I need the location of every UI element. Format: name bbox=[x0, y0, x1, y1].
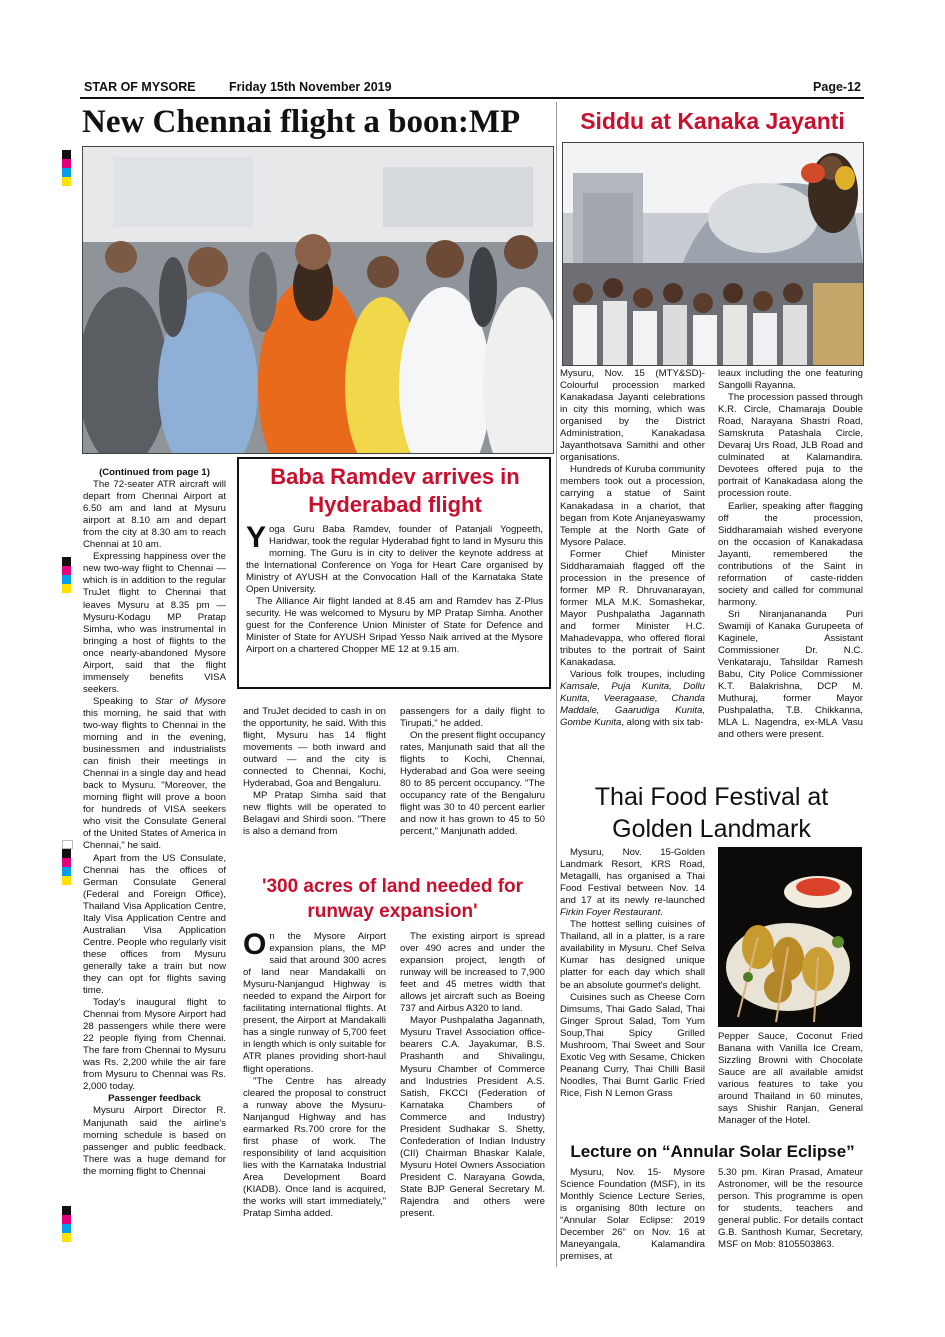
thai-headline: Thai Food Festival at Golden Landmark bbox=[594, 783, 829, 843]
ramdev-paragraph-2: The Alliance Air flight landed at 8.45 am and Ramdev has Z-Plus security. He was welcomed to Mysuru by MP Pratap Simha. Another guest for the Conference Union Minister of State for Defence and Minister of State for AYUSH Sripad Yesso Naik arrived at the Mysore Airport on a chartered Chopper ME 12 at 9.15 am. bbox=[246, 596, 543, 656]
lecture-column-1 bbox=[560, 1167, 705, 1263]
main-paragraph-3 bbox=[83, 696, 226, 853]
lecture-paragraph-2: 5.30 pm. Kiran Prasad, Amateur Astronomer, will be the resource person. This programme is open for students, teachers and general public. For details contact G.B. Santhosh Kumar, Secretary, MSF on Mob: 8105503863. bbox=[718, 1167, 863, 1251]
runway-paragraph-4: Mayor Pushpalatha Jagannath, Mysuru Travel Association office-bearers C.A. Jayakumar, B.S. Prashanth and Shivalingu, Mysuru Chamber of Commerce and Industries President A.S. Satish, FKCCI (Federation of Karnataka Chambers of Commerce and Industry) President Sudhakar S. Shetty, Confederation of Indian Industry (CII) Chairman Bhaskar Kalale, Mysuru Hotel Owners Association President C. Narayana Gowda, State BJP General Secretary M. Rajendra and others were present. bbox=[400, 1015, 545, 1220]
ramdev-paragraph-1: oga Guru Baba Ramdev, founder of Patanjali Yogpeeth, Haridwar, took the regular Hyderabad fight to land in Mysuru this morning. The Guru is in city to deliver the keynote address at the International Conference on Yoga for Heart Care organised by Ministry of AYUSH at the Convocation Hall of the Karnataka State Open University. bbox=[246, 524, 543, 596]
siddu-paragraph-4b: , along with six tab- bbox=[621, 717, 704, 729]
column-divider bbox=[556, 102, 557, 1267]
airport-arrival-photo bbox=[82, 146, 554, 454]
lecture-paragraph-1: Mysuru, Nov. 15- Mysore Science Foundation (MSF), in its Monthly Science Lecture Series, is organising 80th lecture on “Annular Solar Eclipse: 2019 December 26” on Nov. 16 at Maneyangala, Kalamandira premises, at bbox=[560, 1167, 705, 1263]
main-column-3-paragraph-2: On the present flight occupancy rates, Manjunath said that all the flights to Kochi, Chennai, Hyderabad and Goa were seeing 80 to 85 percent occupancy. "The occupancy rate of the Bengaluru flight was 30 to 40 percent earlier and now it has grown to 45 to 50 percent," Manjunath added. bbox=[400, 730, 545, 838]
siddu-paragraph-7: Sri Niranjanananda Puri Swamiji of Kanaka Gurupeeta of Kaginele, Assistant Commissioner Dr. N.C. Venkataraju, Tahsildar Ramesh Babu, City Police Commissioner K.T. Balakrishna, DCP M. Muthuraj, former Mayor Pushpalatha, T.B. Chikkanna, MLA L. Nagendra, ex-MLA Vasu and others were present. bbox=[718, 608, 863, 741]
runway-column-1 bbox=[243, 928, 386, 1220]
color-registration-mid bbox=[62, 557, 71, 593]
thai-food-photo bbox=[718, 847, 862, 1027]
color-registration-top bbox=[62, 150, 71, 186]
runway-drop-cap: O bbox=[243, 928, 267, 961]
kanaka-procession-photo bbox=[562, 142, 864, 366]
main-column-2-text: and TruJet decided to cash in on the opportunity, he said. With this flight, Mysuru has 14 flight movements — both inward and outward — and the city is connected to Chennai, Kochi, Hyderabad, Goa and Bengaluru. bbox=[243, 706, 386, 790]
siddu-column-2-text: leaux including the one featuring Sangolli Rayanna. bbox=[718, 368, 863, 392]
thai-column-1 bbox=[560, 847, 705, 1100]
newspaper-name: Star of Mysore bbox=[154, 695, 226, 707]
folk-troupes: Kamsale, Puja Kunita, Dollu Kunita, Veeragaase, Chanda Maddale, Gaarudiga Kunita, Gombe Kunita bbox=[560, 681, 705, 729]
thai-paragraph-1a: Mysuru, Nov. 15-Golden Landmark Resort, KRS Road, Metagalli, has organised a Thai Food Festival between Nov. 14 and 17 at its newly re-launched bbox=[560, 847, 705, 907]
lecture-headline: Lecture on “Annular Solar Eclipse” bbox=[570, 1142, 855, 1161]
siddu-paragraph-6: Earlier, speaking after flagging off the procession, Siddharamaiah wished everyone on the occasion of Kanakadasa Jayanti, remembered the contributions of the Saint in reformation of caste-ridden society and called for communal harmony. bbox=[718, 500, 863, 608]
continued-note: (Continued from page 1) bbox=[99, 467, 210, 478]
siddu-paragraph-4a: Various folk troupes, including bbox=[570, 669, 705, 681]
main-column-3-text: passengers for a daily flight to Tirupati," he added. bbox=[400, 706, 545, 730]
thai-paragraph-2: The hottest selling cuisines of Thailand, all in a platter, is a rare availability in Mysuru. Chef Selva Kumar has designed unique platter for each day which shall be an absolute gourmet's delight. bbox=[560, 919, 705, 991]
issue-date: Friday 15th November 2019 bbox=[229, 80, 392, 94]
main-paragraph-6: Mysuru Airport Director R. Manjunath said the airline's morning schedule is based on passenger and public feedback. There was a huge demand for the morning flight to Chennai bbox=[83, 1105, 226, 1177]
main-paragraph-2: Expressing happiness over the new two-way flight to Chennai — which is in addition to the regular TruJet flight to Chennai that leaves Mysuru at 8.35 pm — Mysuru-Kodagu MP Pratap Simha, who was instrumental in bringing a host of flights to the once nearly-abandoned Mysore Airport, said that the flight immensely benefits VISA seekers. bbox=[83, 551, 226, 695]
restaurant-name: Firkin Foyer Restaurant bbox=[560, 907, 661, 919]
runway-paragraph-2: "The Centre has already cleared the proposal to construct a runway above the Mysuru-Nanjangud Highway and has earmarked Rs.700 crore for the first phase of work. The responsibility of land acquisition lies with the Karnataka Industrial Area Development Board (KIADB). Once land is acquired, the works will start immediately," Pratap Simha added. bbox=[243, 1075, 386, 1220]
main-story-column-3 bbox=[400, 706, 545, 839]
main-column-2-paragraph-2: MP Pratap Simha said that new flights will be operated to Belagavi and Shirdi soon. "There is also a demand from bbox=[243, 790, 386, 838]
siddu-paragraph-5: The procession passed through K.R. Circle, Chamaraja Double Road, Narayana Shastri Road, Samskruta Patashala Circle, Devaraj Urs Road, JLB Road and culminated at Kalamandira. Devotees offered puja to the portrait of Kanakadasa along the procession route. bbox=[718, 392, 863, 500]
ramdev-headline: Baba Ramdev arrives in Hyderabad flight bbox=[270, 464, 520, 517]
siddu-headline: Siddu at Kanaka Jayanti bbox=[580, 108, 845, 134]
publication-name: STAR OF MYSORE bbox=[84, 80, 196, 94]
runway-headline: '300 acres of land needed for runway expansion' bbox=[261, 876, 524, 922]
thai-paragraph-4: Pepper Sauce, Coconut Fried Banana with Vanilla Ice Cream, Sizzling Browni with Chocolate Sauce are all available amidst various features to take you around Thailand in 60 minutes, says Shishir Ranjan, General Manager of the Hotel. bbox=[718, 1031, 863, 1127]
siddu-column-1 bbox=[560, 368, 705, 729]
ramdev-text bbox=[246, 521, 543, 657]
passenger-feedback-subhead: Passenger feedback bbox=[108, 1093, 201, 1105]
runway-column-2 bbox=[400, 931, 545, 1220]
main-paragraph-4: Apart from the US Consulate, Chennai has the offices of German Consulate General (Federal and Foreign Office), Thailand Visa Application Centre, Italy Visa Application Centre and Australian Visa Application Centre. People who regularly visit these offices from Mysuru generally take a train but now they can opt for flights saving time. bbox=[83, 852, 226, 997]
main-story-column-2 bbox=[243, 706, 386, 839]
main-story-column-1 bbox=[83, 467, 226, 1178]
lecture-column-2 bbox=[718, 1167, 863, 1251]
main-paragraph-1: The 72-seater ATR aircraft will depart from Chennai Airport at 6.50 am and land at Mysuru airport at 8.10 am and depart from the city at 8.30 am to reach Chennai at 10 am. bbox=[83, 479, 226, 551]
page-number: Page-12 bbox=[813, 80, 861, 94]
siddu-paragraph-4 bbox=[560, 669, 705, 729]
main-headline: New Chennai flight a boon:MP bbox=[82, 104, 521, 140]
siddu-paragraph-2: Hundreds of Kuruba community members took out a procession, carrying a statue of Saint Kanakadasa in a chariot, that began from Kote Anjaneyaswamy Temple at the North Gate of Mysore Palace. bbox=[560, 464, 705, 548]
header-rule bbox=[80, 97, 864, 99]
thai-paragraph-3: Cuisines such as Cheese Corn Dimsums, Thai Gado Salad, Thai Ginger Sprout Salad, Tom Yum Soup,Thai Spicy Grilled Mushroom, Thai Sweet and Sour Exotic Veg with Sesame, Chicken Peanang Curry, Thai Chilli Basil Noodles, Thai Burnt Garlic Fried Rice, Fish N Lemon Grass bbox=[560, 991, 705, 1099]
main-paragraph-5: Today's inaugural flight to Chennai from Mysore Airport had 28 passengers while there were 22 people flying from Chennai. The fare from Chennai to Mysuru was Rs. 2,200 while the air fare from Mysuru to Chennai was Rs. 2,000 today. bbox=[83, 997, 226, 1093]
thai-column-2 bbox=[718, 1031, 863, 1127]
runway-paragraph-3: The existing airport is spread over 490 acres and under the expansion project, length of runway will be increased to 7,900 feet and 45 metres width that allows jet aircraft such as Boeing 737 and Airbus A320 to land. bbox=[400, 931, 545, 1015]
color-registration-lower bbox=[62, 840, 71, 885]
siddu-column-2 bbox=[718, 368, 863, 741]
siddu-paragraph-3: Former Chief Minister Siddharamaiah flagged off the procession in the presence of former MP R. Dhruvanarayan, former MLA M.K. Somashekar, Mayor Pushpalatha Jagannath and former Minister H.C. Mahadevappa, who offered floral tributes to the portrait of Saint Kanakadasa. bbox=[560, 548, 705, 669]
runway-paragraph-1: n the Mysore Airport expansion plans, the MP said that around 300 acres of land near Mandakalli on Mysuru-Nanjangud Highway is needed to expand the Airport for facilitating international flights. At present, the Airport at Mandakalli has a single runway of 5,700 feet in length which is only suitable for ATR planes providing short-haul flight operations. bbox=[243, 931, 386, 1075]
thai-paragraph-1 bbox=[560, 847, 705, 919]
main-paragraph-3a: Speaking to bbox=[93, 695, 155, 707]
siddu-paragraph-1: Mysuru, Nov. 15 (MTY&SD)- Colourful procession marked Kanakadasa Jayanti celebrations in city this morning, which was organised by the District Administration, Kanakadasa Jayanthotsava Samithi and other organisations. bbox=[560, 368, 705, 464]
thai-paragraph-1b: . bbox=[660, 907, 663, 919]
color-registration-bottom bbox=[62, 1206, 71, 1242]
ramdev-drop-cap: Y bbox=[246, 521, 267, 554]
main-paragraph-3b: this morning, he said that with two-way flights to Chennai in the morning and in the evening, businessmen and industrialists can finish their meetings in Chennai in a single day and head back to Mysuru. "Moreover, the morning flight will prove a boon for hundreds of VISA seekers who visit the Consulate General of the United States of America in Chennai," he said. bbox=[83, 707, 226, 852]
